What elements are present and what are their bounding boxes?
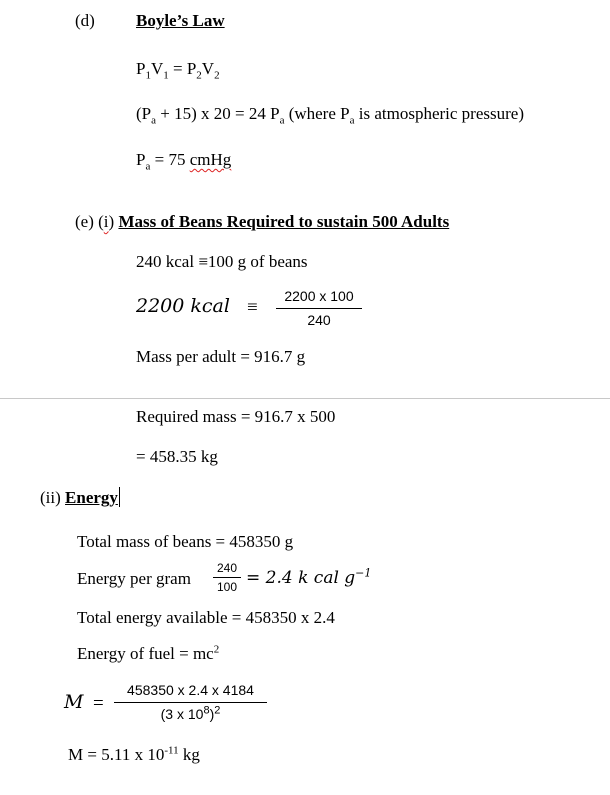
total-mass-line: Total mass of beans = 458350 g [77, 532, 294, 551]
m-lhs: M [64, 691, 84, 713]
kcal-fraction-numerator: 2200 x 100 [284, 288, 354, 304]
mass-fraction-denominator: (3 x $10^8)^2$ [160, 703, 221, 722]
text-cursor[interactable] [119, 487, 120, 507]
energy-per-gram-fraction: 240 100 [213, 561, 241, 595]
section-e-heading-line: (e) (i) Mass of Beans Required to sustain 500 Adults [75, 212, 450, 231]
section-ii-heading: Energy [65, 488, 118, 507]
mass-fraction [114, 682, 267, 723]
energy-per-gram-label: Energy per gram [77, 569, 191, 588]
section-e-heading: Mass of Beans Required to sustain 500 Adults [118, 212, 450, 231]
boyle-formula: $P_1V_1 = P_2V_2$ [136, 59, 220, 82]
mass-fraction-numerator: 458350 x 2.4 x 4184 [127, 682, 254, 698]
equiv-symbol: ≡ [247, 297, 258, 318]
m-equals: = [93, 693, 104, 714]
required-mass: Required mass = 916.7 x 500 [136, 407, 336, 426]
pressure-equation: $(P_a + 15)$ x 20 = 24 $P_a$ (where $P_a$ is atmospheric pressure) [136, 104, 524, 127]
kcal-fraction [276, 288, 362, 329]
kcal-lhs: 2200 kcal [136, 295, 230, 317]
energy-of-fuel-line: Energy of fuel = $mc^2$ [77, 643, 220, 663]
atmospheric-pressure-result: $P_a = 75$ cmHg [136, 150, 232, 173]
required-mass-result: = 458.35 kg [136, 447, 218, 466]
spellcheck-unit: cmHg [189, 150, 232, 169]
mass-result: M = 5.11 x $10^{-11}$ kg [68, 744, 200, 764]
page-break-divider [0, 398, 610, 399]
energy-per-gram-value: = 2.4 k cal $g^{-1}$ [246, 566, 372, 588]
total-energy-line: Total energy available = 458350 x 2.4 [77, 608, 335, 627]
mass-per-adult: Mass per adult = 916.7 g [136, 347, 306, 366]
section-ii-heading-line: (ii) Energy [40, 488, 118, 507]
section-d-heading: Boyle’s Law [136, 11, 225, 30]
section-d-label: (d) [75, 11, 95, 30]
equivalence-line: 240 kcal ≡100 g of beans [136, 252, 308, 271]
kcal-fraction-denominator: 240 [307, 311, 331, 328]
